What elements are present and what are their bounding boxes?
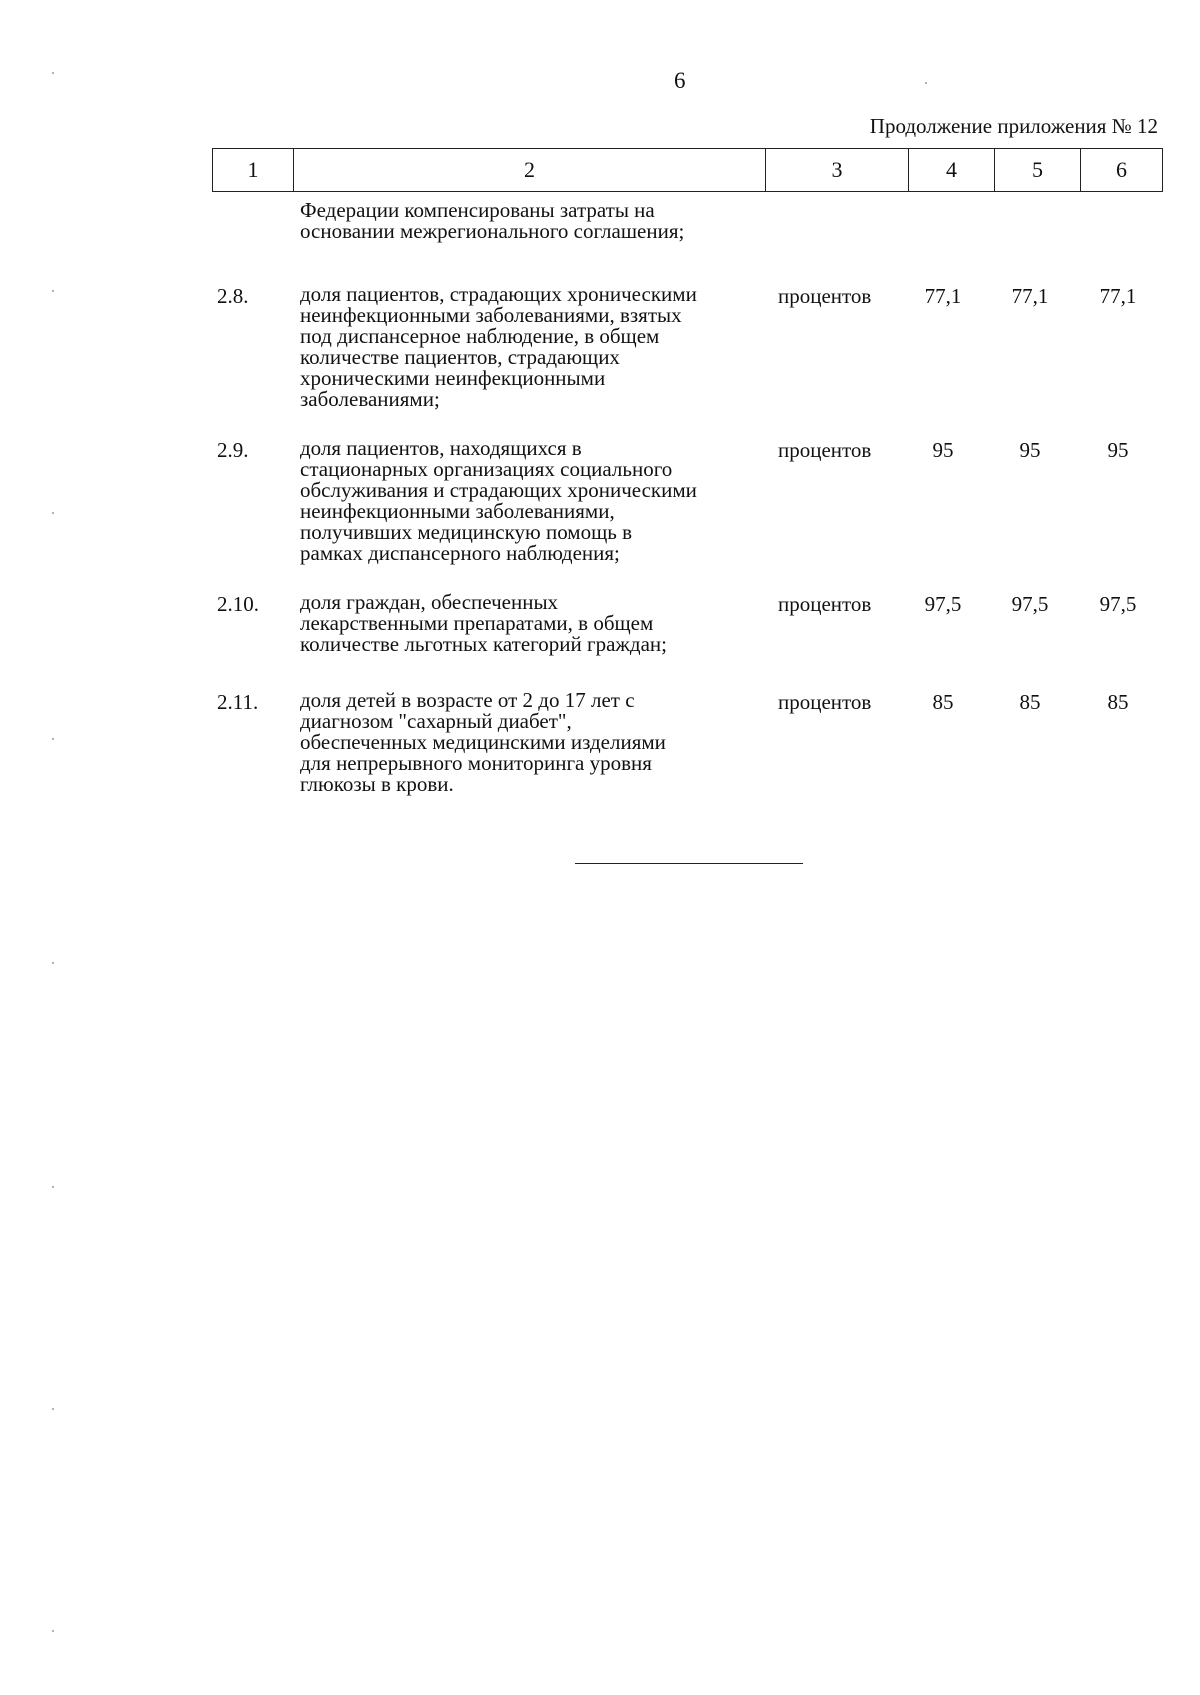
scan-speck	[52, 962, 54, 964]
row-value-col6: 77,1	[1099, 284, 1137, 308]
scan-speck	[52, 512, 54, 514]
row-value-col5: 85	[1019, 690, 1041, 714]
row-value-col5: 95	[1019, 438, 1041, 462]
row-description: доля детей в возрасте от 2 до 17 лет с диагнозом "сахарный диабет", обеспеченных медицинскими изделиями для непрерывного мониторинга уровня глюкозы в крови.	[300, 688, 666, 796]
scan-speck	[52, 738, 54, 740]
row-value-col4: 77,1	[924, 284, 962, 308]
scan-speck	[52, 290, 54, 292]
scan-speck	[925, 82, 927, 84]
row-value-col4: 97,5	[924, 592, 962, 616]
row-value-col6: 85	[1107, 690, 1129, 714]
page-number: 6	[674, 68, 686, 93]
scan-speck	[52, 1186, 54, 1188]
row-unit: процентов	[778, 284, 872, 308]
row-number: 2.11.	[217, 690, 259, 714]
row-value-col5: 77,1	[1011, 284, 1049, 308]
header-cell-1: 1	[213, 149, 294, 192]
scan-speck	[52, 1630, 54, 1632]
column-number-header	[212, 148, 1163, 192]
continuation-label: Продолжение приложения № 12	[869, 114, 1158, 138]
row-unit: процентов	[778, 690, 872, 714]
scan-speck	[52, 1408, 54, 1410]
row-description: доля пациентов, находящихся в стационарных организациях социального обслуживания и страдающих хроническими неинфекционными заболеваниями, получивших медицинскую помощь в рамках диспансерного наблюдения;	[300, 436, 697, 565]
row-unit: процентов	[778, 592, 872, 616]
row-value-col6: 97,5	[1099, 592, 1137, 616]
row-value-col4: 85	[932, 690, 954, 714]
header-cell-3: 3	[766, 149, 909, 192]
row-unit: процентов	[778, 438, 872, 462]
row-description: доля пациентов, страдающих хроническими неинфекционными заболеваниями, взятых под диспансерное наблюдение, в общем количестве пациентов, страдающих хроническими неинфекционными заболеваниями;	[300, 282, 697, 411]
row-number: 2.8.	[217, 284, 249, 308]
end-divider	[575, 863, 803, 864]
row-description: доля граждан, обеспеченных лекарственными препаратами, в общем количестве льготных категорий граждан;	[300, 590, 667, 656]
scan-speck	[52, 72, 54, 74]
header-cell-5: 5	[995, 149, 1081, 192]
row-value-col6: 95	[1107, 438, 1129, 462]
header-cell-4: 4	[909, 149, 995, 192]
header-cell-2: 2	[294, 149, 766, 192]
header-cell-6: 6	[1081, 149, 1163, 192]
continued-text: Федерации компенсированы затраты на основании межрегионального соглашения;	[300, 198, 685, 243]
row-number: 2.9.	[217, 438, 249, 462]
row-value-col5: 97,5	[1011, 592, 1049, 616]
row-value-col4: 95	[932, 438, 954, 462]
row-number: 2.10.	[217, 592, 259, 616]
